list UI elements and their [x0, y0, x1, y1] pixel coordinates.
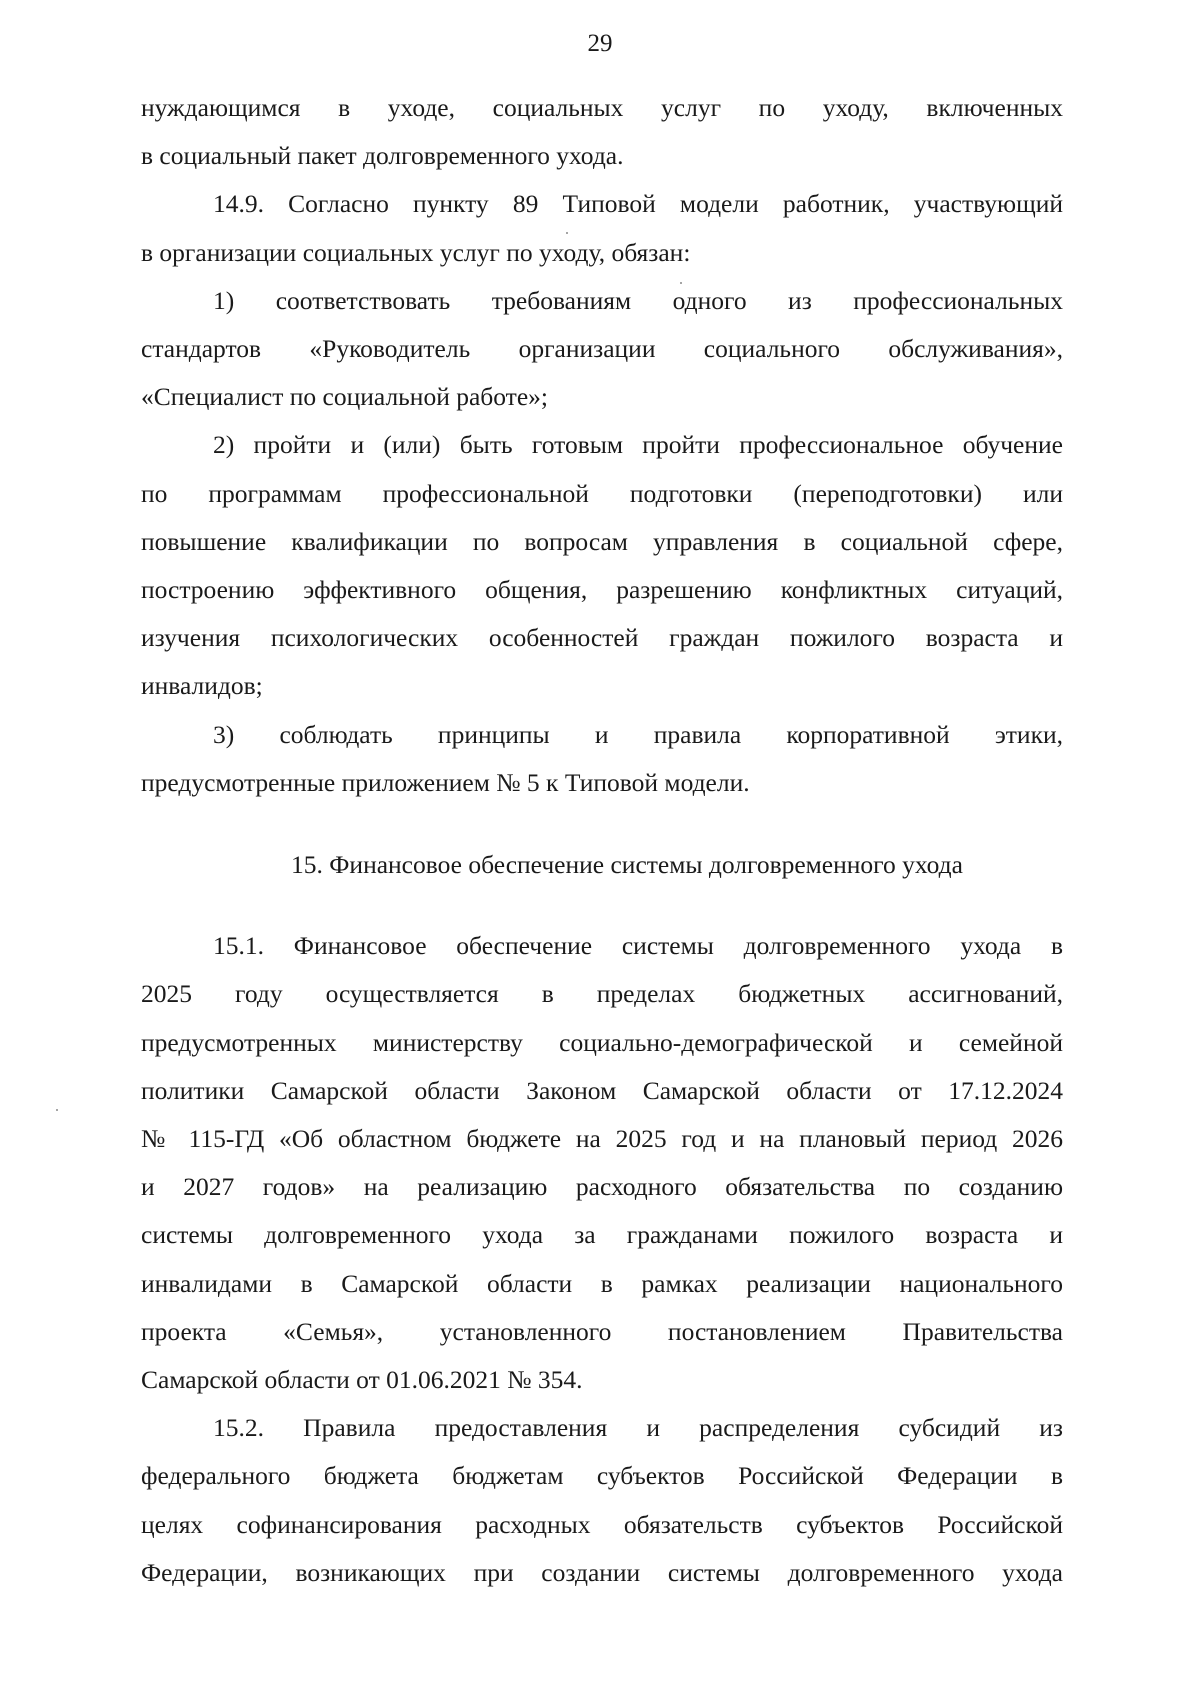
text-line: 3) соблюдать принципы и правила корпоративной этики,	[213, 719, 1063, 749]
paragraph	[141, 421, 1063, 710]
text-line: предусмотренные приложением № 5 к Типовой модели.	[141, 767, 750, 797]
text-line: № 115-ГД «Об областном бюджете на 2025 год и на плановый период 2026	[141, 1124, 1063, 1154]
text-line: и 2027 годов» на реализацию расходного обязательства по созданию	[141, 1172, 1063, 1202]
paragraph	[141, 84, 1063, 180]
paragraph	[141, 922, 1063, 1404]
text-line: 2) пройти и (или) быть готовым пройти профессиональное обучение	[213, 430, 1063, 460]
text-line: 14.9. Согласно пункту 89 Типовой модели работник, участвующий	[213, 189, 1063, 219]
paragraph	[141, 180, 1063, 276]
text-line: системы долговременного ухода за гражданами пожилого возраста и	[141, 1220, 1063, 1250]
text-line: инвалидов;	[141, 671, 263, 701]
document-body	[141, 84, 1063, 1597]
paragraph	[141, 1404, 1063, 1597]
scan-speck	[566, 232, 568, 234]
text-line: нуждающимся в уходе, социальных услуг по уходу, включенных	[141, 93, 1063, 122]
text-line: инвалидами в Самарской области в рамках реализации национального	[141, 1268, 1063, 1298]
scan-speck	[56, 1109, 58, 1111]
text-line: 15.2. Правила предоставления и распределения субсидий из	[213, 1413, 1063, 1443]
page-number: 29	[587, 30, 613, 57]
text-line: изучения психологических особенностей граждан пожилого возраста и	[141, 623, 1063, 653]
text-line: целях софинансирования расходных обязательств субъектов Российской	[141, 1509, 1063, 1539]
text-line: «Специалист по социальной работе»;	[141, 382, 548, 412]
paragraph	[141, 711, 1063, 807]
text-line: в организации социальных услуг по уходу, обязан:	[141, 237, 691, 267]
text-line: 15.1. Финансовое обеспечение системы долговременного ухода в	[213, 931, 1063, 961]
text-line: Федерации, возникающих при создании системы долговременного ухода	[141, 1557, 1063, 1587]
section-heading: 15. Финансовое обеспечение системы долговременного ухода	[291, 850, 963, 880]
text-line: политики Самарской области Законом Самарской области от 17.12.2024	[141, 1075, 1063, 1105]
text-line: стандартов «Руководитель организации социального обслуживания»,	[141, 334, 1063, 364]
text-line: повышение квалификации по вопросам управления в социальной сфере,	[141, 526, 1063, 556]
scan-speck	[680, 282, 682, 284]
text-line: 1) соответствовать требованиям одного из профессиональных	[213, 285, 1063, 315]
text-line: проекта «Семья», установленного постановлением Правительства	[141, 1316, 1063, 1346]
text-line: Самарской области от 01.06.2021 № 354.	[141, 1365, 583, 1395]
text-line: в социальный пакет долговременного ухода.	[141, 141, 624, 171]
text-line: построению эффективного общения, разрешению конфликтных ситуаций,	[141, 575, 1063, 605]
text-line: федерального бюджета бюджетам субъектов Российской Федерации в	[141, 1461, 1063, 1491]
text-line: 2025 году осуществляется в пределах бюджетных ассигнований,	[141, 979, 1063, 1009]
text-line: предусмотренных министерству социально-демографической и семейной	[141, 1027, 1063, 1057]
paragraph	[141, 277, 1063, 422]
text-line: по программам профессиональной подготовки (переподготовки) или	[141, 478, 1063, 508]
